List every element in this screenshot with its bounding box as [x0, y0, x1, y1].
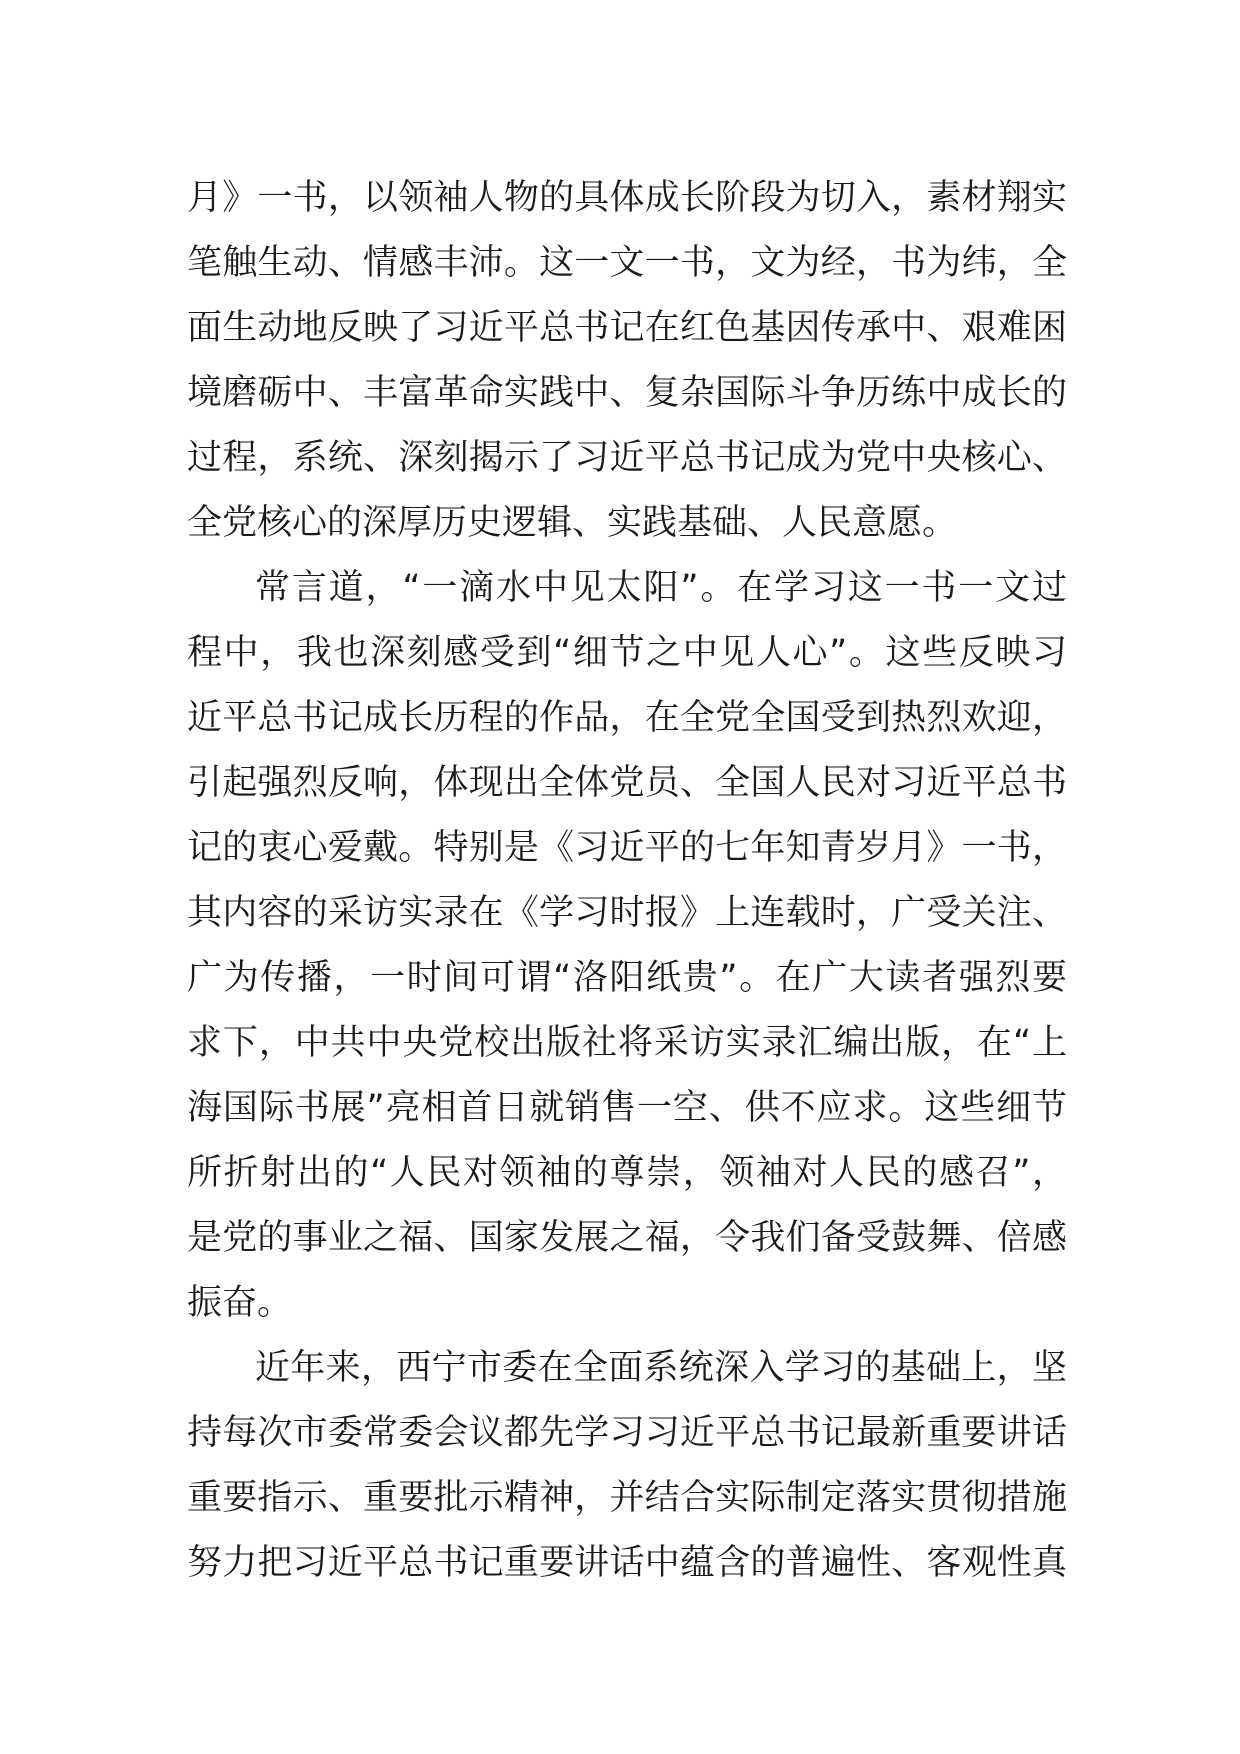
text-line: 面生动地反映了习近平总书记在红色基因传承中、艰难困 — [187, 308, 1067, 348]
text-line: 重要指示、重要批示精神，并结合实际制定落实贯彻措施 — [187, 1478, 1067, 1518]
text-line: 是党的事业之福、国家发展之福，令我们备受鼓舞、倍感 — [187, 1218, 1067, 1258]
paragraph-3 — [187, 1336, 1067, 1596]
text-line: 程中，我也深刻感受到“细节之中见人心”。这些反映习 — [187, 633, 1067, 673]
text-line: 近平总书记成长历程的作品，在全党全国受到热烈欢迎， — [187, 698, 1067, 738]
text-line: 努力把习近平总书记重要讲话中蕴含的普遍性、客观性真 — [187, 1543, 1067, 1583]
text-line: 广为传播，一时间可谓“洛阳纸贵”。在广大读者强烈要 — [187, 958, 1067, 998]
paragraph-2 — [187, 556, 1067, 1336]
text-line: 近年来，西宁市委在全面系统深入学习的基础上，坚 — [255, 1348, 1067, 1388]
text-line: 境磨砺中、丰富革命实践中、复杂国际斗争历练中成长的 — [187, 373, 1067, 413]
text-line: 记的衷心爱戴。特别是《习近平的七年知青岁月》一书， — [187, 828, 1067, 868]
document-body — [187, 166, 1067, 1596]
text-line: 持每次市委常委会议都先学习习近平总书记最新重要讲话 — [187, 1413, 1067, 1453]
text-line: 海国际书展”亮相首日就销售一空、供不应求。这些细节 — [187, 1088, 1067, 1128]
text-line: 笔触生动、情感丰沛。这一文一书，文为经，书为纬，全 — [187, 243, 1067, 283]
text-line: 过程，系统、深刻揭示了习近平总书记成为党中央核心、 — [187, 438, 1067, 478]
paragraph-1 — [187, 166, 1067, 556]
text-line: 全党核心的深厚历史逻辑、实践基础、人民意愿。 — [187, 503, 958, 543]
text-line: 所折射出的“人民对领袖的尊崇，领袖对人民的感召”， — [187, 1153, 1067, 1193]
text-line: 求下，中共中央党校出版社将采访实录汇编出版，在“上 — [187, 1023, 1067, 1063]
text-line: 其内容的采访实录在《学习时报》上连载时，广受关注、 — [187, 893, 1067, 933]
text-line: 常言道，“一滴水中见太阳”。在学习这一书一文过 — [255, 568, 1067, 608]
text-line: 引起强烈反响，体现出全体党员、全国人民对习近平总书 — [187, 763, 1067, 803]
text-line: 月》一书，以领袖人物的具体成长阶段为切入，素材翔实 — [187, 178, 1067, 218]
text-line: 振奋。 — [187, 1283, 293, 1323]
